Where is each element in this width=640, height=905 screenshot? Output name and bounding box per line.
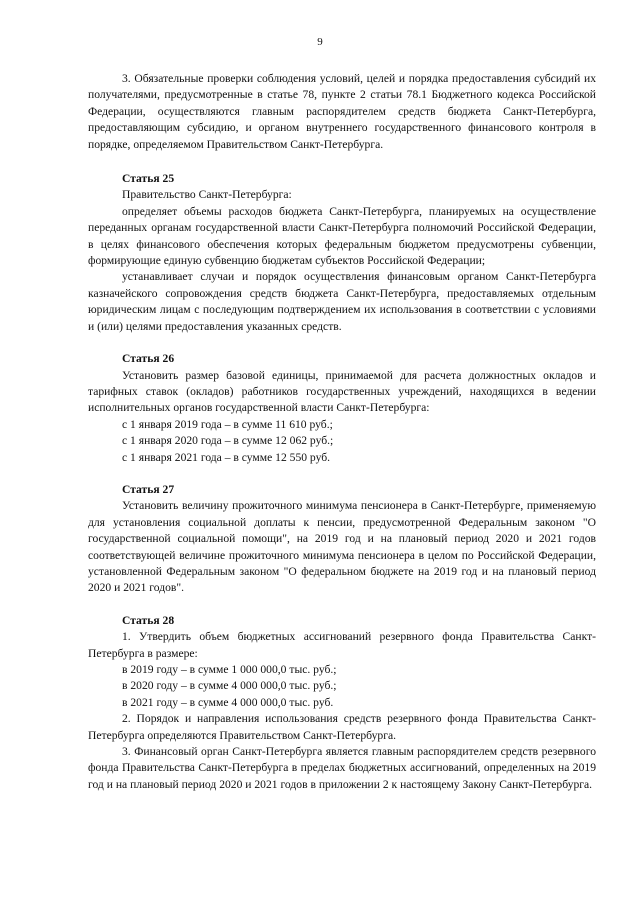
article-title: Статья 26	[122, 352, 175, 366]
article-title: Статья 25	[122, 172, 175, 186]
article-25	[88, 171, 596, 335]
article-paragraph: 1. Утвердить объем бюджетных ассигнований резервного фонда Правительства Санкт-Петербурга в размере:	[88, 630, 596, 660]
list-item: в 2021 году – в сумме 4 000 000,0 тыс. руб.	[122, 695, 334, 709]
list-item: в 2019 году – в сумме 1 000 000,0 тыс. руб.;	[122, 663, 337, 676]
article-title: Статья 27	[122, 482, 175, 496]
list-item: с 1 января 2020 года – в сумме 12 062 руб.;	[122, 434, 334, 448]
list-item: с 1 января 2019 года – в сумме 11 610 руб.;	[122, 417, 333, 431]
article-paragraph: 2. Порядок и направления использования средств резервного фонда Правительства Санкт-Петербурга определяются Правительством Санкт-Петербурга.	[88, 712, 596, 742]
document-body	[88, 71, 596, 793]
article-paragraph: определяет объемы расходов бюджета Санкт-Петербурга, планируемых на осуществление переданных органам государственной власти Санкт-Петербурга полномочий Российской Федерации, в целях финансового обеспечения которых федеральным бюджетом предусмотрены субвенции, формирующие единую субвенцию бюджетам субъектов Российской Федерации;	[88, 204, 596, 268]
article-26	[88, 351, 596, 466]
intro-paragraph: 3. Обязательные проверки соблюдения условий, целей и порядка предоставления субсидий их получателями, предусмотренные в статье 78, пункте 2 статьи 78.1 Бюджетного кодекса Российской Федерации, осуществляются главным распорядителем средств бюджета Санкт-Петербурга, предоставляющим субсидию, и органом внутреннего государственного финансового контроля в порядке, определяемом Правительством Санкт-Петербурга.	[88, 72, 596, 151]
article-paragraph: 3. Финансовый орган Санкт-Петербурга является главным распорядителем средств резервного фонда Правительства Санкт-Петербурга в пределах бюджетных ассигнований, определенных на 2019 год и на плановый период 2020 и 2021 годов в приложении 2 к настоящему Закону Санкт-Петербурга.	[88, 745, 596, 791]
article-28	[88, 613, 596, 793]
list-item: в 2020 году – в сумме 4 000 000,0 тыс. руб.;	[122, 679, 337, 693]
page-number: 9	[317, 36, 323, 48]
article-paragraph: Правительство Санкт-Петербурга:	[122, 188, 292, 202]
article-paragraph: устанавливает случаи и порядок осуществления финансовым органом Санкт-Петербурга казначейского сопровождения средств бюджета Санкт-Петербурга, предоставляемых отдельным юридическим лицам с последующим подтверждением их использования в соответствии с условиями и (или) целями предоставления указанных средств.	[88, 270, 596, 333]
article-paragraph: Установить величину прожиточного минимума пенсионера в Санкт-Петербурге, применяемую для установления социальной доплаты к пенсии, предусмотренной Федеральным законом "О государственной социальной помощи", на 2019 год и на плановый период 2020 и 2021 годов соответствующей величине прожиточного минимума пенсионера в целом по Российской Федерации, установленной Федеральным законом "О федеральном бюджете на 2019 год и на плановый период 2020 и 2021 годов".	[88, 499, 596, 595]
article-paragraph: Установить размер базовой единицы, принимаемой для расчета должностных окладов и тарифных ставок (окладов) работников государственных учреждений, находящихся в ведении исполнительных органов государственной власти Санкт-Петербурга:	[88, 368, 596, 415]
article-27	[88, 482, 596, 597]
list-item: с 1 января 2021 года – в сумме 12 550 руб.	[122, 450, 331, 464]
article-title: Статья 28	[122, 613, 175, 627]
